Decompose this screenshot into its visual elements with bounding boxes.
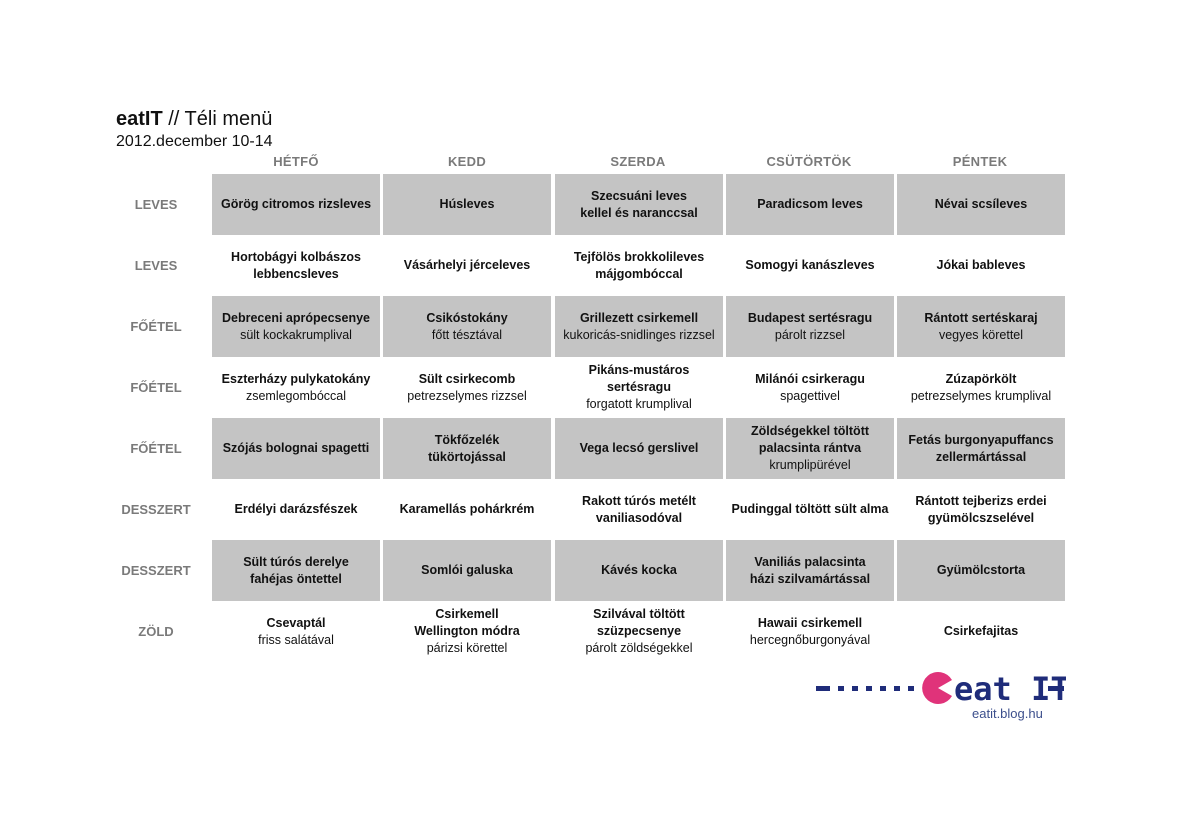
menu-cell-tuesday [383,479,551,540]
dish-name: Jókai bableves [936,258,1026,272]
dish-name: Erdélyi darázsfészek [234,502,358,516]
menu-cell-wednesday [555,540,723,601]
row-label: ZÖLD [138,624,174,639]
menu-cell-wednesday [555,479,723,540]
dish-name: Tökfőzelék [434,432,500,447]
dish-name: Debreceni aprópecsenye [222,310,370,325]
brand-name: eatIT [116,108,163,130]
dish-name: Szilvával töltött [593,607,685,621]
row-label: DESSZERT [121,563,191,578]
dish-name: Somogyi kanászleves [745,258,875,272]
dish-side: zsemlegombóccal [245,388,347,403]
row-label: DESSZERT [121,502,191,517]
day-header-tuesday: KEDD [447,154,487,169]
dish-name: Sült csirkecomb [418,371,516,386]
menu-cell-thursday [726,418,894,479]
menu-cell-monday [212,479,380,540]
menu-cell-thursday [726,540,894,601]
dish-side: forgatott krumplival [586,397,692,411]
menu-title [116,107,273,131]
menu-cell-friday [897,357,1065,418]
dish-name: Zúzapörkölt [945,371,1017,386]
dish-name: Fetás burgonyapuffancs [908,432,1054,447]
dish-name: Csikóstokány [426,310,508,325]
day-header-monday: HÉTFŐ [273,154,319,169]
dish-name: Csirkemell [435,607,499,621]
dish-name: fahéjas öntettel [250,571,342,586]
dish-name: kellel és naranccsal [580,205,698,220]
dish-side: vegyes körettel [938,327,1024,342]
menu-cell-monday [212,235,380,296]
menu-cell-tuesday [383,296,551,357]
menu-cell-wednesday [555,357,723,418]
dish-name: Pudinggal töltött sült alma [731,502,889,516]
pacman-icon [922,672,952,704]
menu-cell-thursday [726,296,894,357]
dish-name: Somlói galuska [421,563,513,577]
dish-side: krumplipürével [769,458,851,472]
menu-cell-monday [212,174,380,235]
dish-name: Wellington módra [414,624,520,638]
dish-side: sült kockakrumplival [240,327,352,342]
dish-name: Szójás bolognai spagetti [222,441,370,455]
menu-header [116,107,273,152]
dish-side: spagettivel [780,388,840,403]
dish-side: petrezselymes rizzsel [407,388,527,403]
dish-name: Gyümölcstorta [936,563,1026,577]
dish-side: főtt tésztával [431,327,503,342]
dish-name: Eszterházy pulykatokány [221,371,371,386]
dish-name: Csevaptál [266,615,326,630]
menu-cell-tuesday [383,601,551,662]
menu-cell-thursday [726,601,894,662]
dish-name: Névai scsíleves [934,197,1028,211]
menu-cell-wednesday [555,235,723,296]
menu-cell-tuesday [383,235,551,296]
dish-name: Pikáns-mustáros [588,363,690,377]
row-label: FŐÉTEL [130,319,182,334]
dish-name: Sült túrós derelye [243,554,349,569]
menu-cell-monday [212,601,380,662]
menu-cell-thursday [726,479,894,540]
menu-cell-monday [212,357,380,418]
menu-cell-friday [897,540,1065,601]
dish-name: Paradicsom leves [757,197,863,211]
menu-cell-tuesday [383,174,551,235]
menu-cell-wednesday [555,174,723,235]
menu-cell-tuesday [383,540,551,601]
menu-cell-friday [897,601,1065,662]
menu-cell-monday [212,296,380,357]
title-text: // Téli menü [162,108,273,130]
dish-name: Szecsuáni leves [591,188,687,203]
menu-cell-friday [897,479,1065,540]
menu-cell-thursday [726,235,894,296]
dish-side: friss salátával [258,632,334,647]
menu-cell-tuesday [383,357,551,418]
menu-cell-friday [897,418,1065,479]
dish-name: Csirkefajitas [943,624,1019,638]
dish-name: palacsinta rántva [758,441,862,455]
dish-name: Rántott sertéskaraj [924,310,1038,325]
menu-cell-thursday [726,174,894,235]
dish-name: Vaniliás palacsinta [754,554,866,569]
menu-cell-monday [212,540,380,601]
dish-name: Rakott túrós metélt [582,493,696,508]
row-label: FŐÉTEL [130,380,182,395]
row-label: FŐÉTEL [130,441,182,456]
dish-name: Húsleves [439,197,495,211]
dish-name: Grillezett csirkemell [579,310,699,325]
menu-cell-friday [897,235,1065,296]
dish-side: párizsi körettel [426,641,508,655]
menu-cell-monday [212,418,380,479]
menu-cell-wednesday [555,418,723,479]
dish-name: tükörtojással [428,449,506,464]
dish-name: zellermártással [935,449,1027,464]
row-label: LEVES [134,258,178,273]
menu-date: 2012.december 10-14 [116,133,273,150]
dish-name: Vásárhelyi jérceleves [403,258,531,272]
dish-name: Budapest sertésragu [747,310,873,325]
day-header-wednesday: SZERDA [610,154,666,169]
menu-cell-wednesday [555,601,723,662]
logo-wordmark: eat IT [954,670,1066,708]
blog-url: eatit.blog.hu [972,706,1043,721]
day-header-thursday: CSÜTÖRTÖK [766,154,852,169]
menu-cell-thursday [726,357,894,418]
dish-side: kukoricás-snidlinges rizzsel [563,327,715,342]
dish-name: Tejfölös brokkolileves [573,249,705,264]
dish-name: Karamellás pohárkrém [399,502,535,516]
dish-name: Milánói csirkeragu [755,371,865,386]
menu-cell-friday [897,296,1065,357]
menu-cell-wednesday [555,296,723,357]
dish-name: Vega lecsó gerslivel [579,441,699,455]
dish-side: hercegnőburgonyával [749,632,871,647]
dish-name: Kávés kocka [601,563,677,577]
dish-name: májgombóccal [595,266,683,281]
dish-name: Zöldségekkel töltött [750,424,870,438]
menu-cell-tuesday [383,418,551,479]
dish-name: szüzpecsenye [596,624,682,638]
dish-name: sertésragu [607,380,671,394]
dish-name: gyümölcszselével [927,510,1035,525]
day-header-friday: PÉNTEK [952,154,1008,169]
row-label: LEVES [134,197,178,212]
dish-name: lebbencsleves [253,266,339,281]
dish-side: párolt zöldségekkel [585,641,693,655]
dish-name: vaniliasodóval [595,510,683,525]
dish-name: házi szilvamártással [749,571,871,586]
dish-side: petrezselymes krumplival [910,388,1052,403]
dish-name: Hawaii csirkemell [757,615,863,630]
dish-side: párolt rizzsel [774,327,846,342]
dish-name: Görög citromos rizsleves [220,197,372,211]
dish-name: Rántott tejberizs erdei [915,493,1047,508]
dish-name: Hortobágyi kolbászos [231,249,361,264]
menu-cell-friday [897,174,1065,235]
